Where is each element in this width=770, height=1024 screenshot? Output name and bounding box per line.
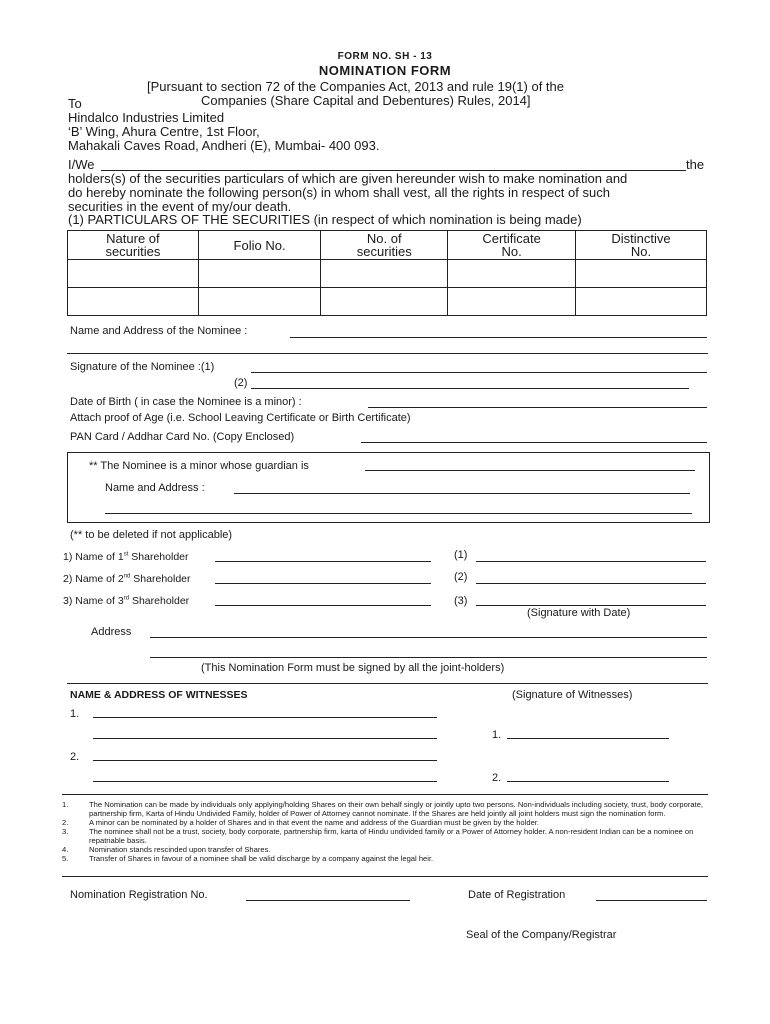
witness-1-label: 1. bbox=[70, 708, 80, 720]
list-item: 3. The nominee shall not be a trust, society, body corporate, partnership firm, karta of Hindu undivided family or a Power of Attorney holder. A non-resident Indian can be a nominee on repatriable basis. bbox=[62, 827, 694, 845]
address-field-1[interactable] bbox=[150, 637, 707, 638]
nominee-name-address-label: Name and Address of the Nominee : bbox=[70, 325, 248, 337]
shareholder-3-signature-field[interactable] bbox=[476, 605, 706, 606]
address-label: Address bbox=[91, 626, 132, 638]
registration-no-field[interactable] bbox=[246, 900, 410, 901]
witness-2-address-field[interactable] bbox=[93, 781, 437, 782]
table-cell[interactable] bbox=[448, 260, 576, 288]
witness-1-signature-field[interactable] bbox=[507, 738, 669, 739]
addressee-to: To bbox=[68, 96, 82, 111]
witness-1-name-field[interactable] bbox=[93, 717, 437, 718]
pan-card-field[interactable] bbox=[361, 442, 707, 443]
company-address-line1: ‘B’ Wing, Ahura Centre, 1st Floor, bbox=[68, 124, 260, 139]
shareholder-1-signature-field[interactable] bbox=[476, 561, 706, 562]
securities-heading: (1) PARTICULARS OF THE SECURITIES (in respect of which nomination is being made) bbox=[68, 212, 582, 227]
guardian-address-field-2[interactable] bbox=[105, 513, 692, 514]
table-cell[interactable] bbox=[198, 288, 321, 316]
table-cell[interactable] bbox=[68, 260, 199, 288]
seal-label: Seal of the Company/Registrar bbox=[466, 929, 617, 941]
form-number: FORM NO. SH - 13 bbox=[337, 51, 433, 62]
nominee-signature-label: Signature of the Nominee :(1) bbox=[70, 361, 215, 373]
table-cell[interactable] bbox=[198, 260, 321, 288]
address-field-2[interactable] bbox=[150, 657, 707, 658]
column-header: Nature of securities bbox=[68, 231, 199, 260]
securities-header-row bbox=[68, 231, 707, 260]
table-cell[interactable] bbox=[448, 288, 576, 316]
witness-1-signature-label: 1. bbox=[492, 729, 502, 741]
table-row bbox=[68, 260, 707, 288]
nominee-dob-field[interactable] bbox=[368, 407, 707, 408]
column-header: Certificate No. bbox=[448, 231, 576, 260]
age-proof-label: Attach proof of Age (i.e. School Leaving Certificate or Birth Certificate) bbox=[70, 412, 411, 424]
registration-date-field[interactable] bbox=[596, 900, 707, 901]
company-address-line2: Mahakali Caves Road, Andheri (E), Mumbai- 400 093. bbox=[68, 138, 380, 153]
notes-list bbox=[62, 800, 712, 863]
table-cell[interactable] bbox=[576, 260, 707, 288]
list-item: 5. Transfer of Shares in favour of a nominee shall be valid discharge by a company against the legal heir. bbox=[62, 854, 434, 863]
nominee-address-field[interactable] bbox=[67, 353, 708, 354]
joint-holders-note: (This Nomination Form must be signed by all the joint-holders) bbox=[201, 662, 505, 674]
registration-date-label: Date of Registration bbox=[468, 889, 566, 901]
column-header: No. of securities bbox=[321, 231, 448, 260]
shareholder-2-signature-field[interactable] bbox=[476, 583, 706, 584]
witnesses-heading: NAME & ADDRESS OF WITNESSES bbox=[70, 689, 248, 701]
table-cell[interactable] bbox=[68, 288, 199, 316]
shareholder-1-label: 1) Name of 1st Shareholder bbox=[63, 551, 189, 563]
nominee-signature-2-label: (2) bbox=[234, 377, 248, 389]
shareholder-1-name-field[interactable] bbox=[215, 561, 431, 562]
shareholder-3-label: 3) Name of 3rd Shareholder bbox=[63, 595, 190, 607]
declaration-prefix: I/We bbox=[68, 157, 95, 172]
nominee-dob-label: Date of Birth ( in case the Nominee is a minor) : bbox=[70, 396, 302, 408]
witness-signature-heading: (Signature of Witnesses) bbox=[512, 689, 633, 701]
securities-table bbox=[67, 230, 707, 316]
pan-card-label: PAN Card / Addhar Card No. (Copy Enclosed) bbox=[70, 431, 295, 443]
shareholder-2-name-field[interactable] bbox=[215, 583, 431, 584]
witness-2-signature-label: 2. bbox=[492, 772, 502, 784]
registration-no-label: Nomination Registration No. bbox=[70, 889, 208, 901]
declaration-suffix: the bbox=[686, 157, 705, 172]
delete-note: (** to be deleted if not applicable) bbox=[70, 529, 233, 541]
witness-2-signature-field[interactable] bbox=[507, 781, 669, 782]
nominee-signature-2-field[interactable] bbox=[251, 388, 689, 389]
witness-1-address-field[interactable] bbox=[93, 738, 437, 739]
shareholder-3-name-field[interactable] bbox=[215, 605, 431, 606]
guardian-label: ** The Nominee is a minor whose guardian is bbox=[89, 460, 309, 472]
guardian-address-label: Name and Address : bbox=[105, 482, 205, 494]
list-item: 1. The Nomination can be made by individuals only applying/holding Shares on their own behalf singly or jointly upto two persons. Non-individuals including society, trust, body corporate, partnership firm, Karta of Hindu Undivided Family, holder of Power of Attorney cannot nominate. If the Shares are held jointly all joint holders must sign the nomination form. bbox=[62, 800, 704, 818]
shareholder-1-signature-label: (1) bbox=[454, 549, 468, 561]
nominee-name-field[interactable] bbox=[290, 337, 707, 338]
section-divider bbox=[62, 794, 708, 795]
declaration-line3: do hereby nominate the following person(s) in whom shall vest, all the rights in respect of such bbox=[68, 185, 610, 200]
section-divider bbox=[62, 876, 708, 877]
guardian-address-field-1[interactable] bbox=[234, 493, 690, 494]
list-item: 2. A minor can be nominated by a holder of Shares and in that event the name and address of the Guardian must be given by the holder. bbox=[62, 818, 540, 827]
declaration-line4: securities in the event of my/our death. bbox=[68, 199, 292, 214]
table-cell[interactable] bbox=[576, 288, 707, 316]
company-name: Hindalco Industries Limited bbox=[68, 110, 225, 125]
shareholder-2-signature-label: (2) bbox=[454, 571, 468, 583]
nominee-signature-1-field[interactable] bbox=[251, 372, 707, 373]
table-row bbox=[68, 288, 707, 316]
column-header: Distinctive No. bbox=[576, 231, 707, 260]
form-title: NOMINATION FORM bbox=[318, 63, 452, 78]
column-header: Folio No. bbox=[198, 231, 321, 260]
section-divider bbox=[67, 683, 708, 684]
shareholder-2-label: 2) Name of 2nd Shareholder bbox=[63, 573, 191, 585]
witness-2-label: 2. bbox=[70, 751, 80, 763]
declaration-line2: holders(s) of the securities particulars of which are given hereunder wish to make nomination and bbox=[68, 171, 628, 186]
witness-2-name-field[interactable] bbox=[93, 760, 437, 761]
list-item: 4. Nomination stands rescinded upon transfer of Shares. bbox=[62, 845, 271, 854]
table-cell[interactable] bbox=[321, 260, 448, 288]
table-cell[interactable] bbox=[321, 288, 448, 316]
form-subtitle-line1: [Pursuant to section 72 of the Companies Act, 2013 and rule 19(1) of the bbox=[147, 79, 564, 94]
signature-with-date-label: (Signature with Date) bbox=[527, 607, 631, 619]
shareholder-3-signature-label: (3) bbox=[454, 595, 468, 607]
form-subtitle-line2: Companies (Share Capital and Debentures) Rules, 2014] bbox=[201, 93, 531, 108]
guardian-name-field[interactable] bbox=[365, 470, 695, 471]
